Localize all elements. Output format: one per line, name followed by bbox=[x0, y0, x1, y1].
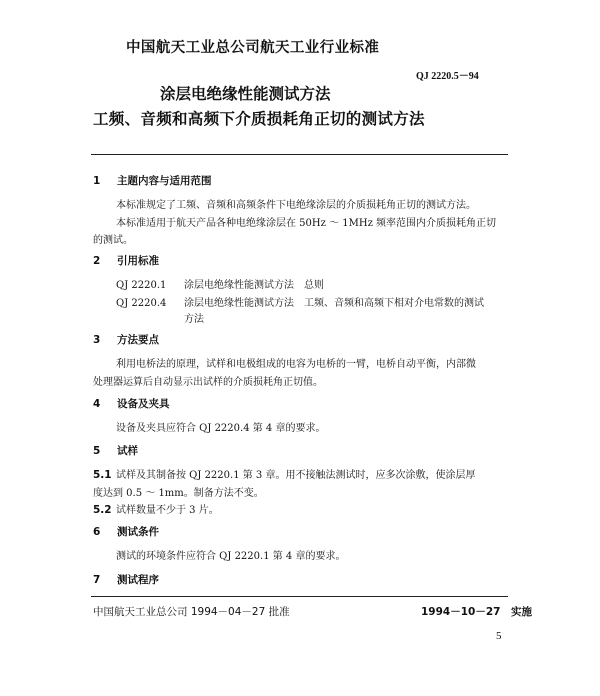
approval-date: 中国航天工业总公司 1994－04－27 批准 bbox=[93, 606, 290, 618]
section-title: 试样 bbox=[117, 445, 138, 457]
reference-code: QJ 2220.1 bbox=[116, 280, 167, 291]
page-number: 5 bbox=[496, 630, 502, 642]
section-4-heading bbox=[93, 396, 170, 411]
standard-number: QJ 2220.5－94 bbox=[416, 71, 479, 82]
section-number: 7 bbox=[93, 574, 101, 586]
reference-code: QJ 2220.4 bbox=[116, 298, 167, 309]
section-1-heading bbox=[93, 173, 212, 188]
document-title-line2: 工频、音频和高频下介质损耗角正切的测试方法 bbox=[93, 110, 425, 128]
section-number: 4 bbox=[93, 398, 101, 410]
reference-title: 涂层电绝缘性能测试方法 工频、音频和高频下相对介电常数的测试 bbox=[184, 298, 484, 309]
footer-divider bbox=[91, 596, 508, 597]
section-3-paragraph-cont: 处理器运算后自动显示出试样的介质损耗角正切值。 bbox=[93, 377, 323, 388]
reference-item bbox=[116, 276, 324, 291]
reference-title-cont: 方法 bbox=[184, 314, 204, 325]
section-5-heading bbox=[93, 443, 138, 458]
reference-title: 涂层电绝缘性能测试方法 总则 bbox=[184, 280, 324, 291]
section-number: 3 bbox=[93, 334, 101, 346]
section-title: 测试程序 bbox=[117, 574, 159, 586]
document-title-line1: 涂层电绝缘性能测试方法 bbox=[160, 85, 331, 103]
clause-number: 5.1 bbox=[93, 469, 112, 481]
section-1-paragraph-cont: 的测试。 bbox=[93, 235, 133, 246]
issuing-organization: 中国航天工业总公司航天工业行业标准 bbox=[126, 40, 380, 56]
section-6-heading bbox=[93, 524, 159, 539]
section-1-paragraph: 本标准适用于航天产品各种电绝缘涂层在 50Hz ～ 1MHz 频率范围内介质损耗角正切 bbox=[116, 218, 497, 229]
clause-5-1 bbox=[93, 466, 475, 481]
clause-text: 试样及其制备按 QJ 2220.1 第 3 章。用不接触法测试时，应多次涂敷，使涂层厚 bbox=[116, 470, 476, 481]
section-3-paragraph: 利用电桥法的原理，试样和电极组成的电容为电桥的一臂，电桥自动平衡，内部微 bbox=[116, 359, 476, 370]
clause-text: 试样数量不少于 3 片。 bbox=[116, 505, 219, 516]
implementation-date: 1994－10－27 实施 bbox=[421, 606, 532, 618]
section-title: 设备及夹具 bbox=[117, 398, 170, 410]
section-number: 6 bbox=[93, 526, 101, 538]
section-1-paragraph: 本标准规定了工频、音频和高频条件下电绝缘涂层的介质损耗角正切的测试方法。 bbox=[116, 200, 476, 211]
reference-item bbox=[116, 294, 484, 309]
section-number: 5 bbox=[93, 445, 101, 457]
section-6-paragraph: 测试的环境条件应符合 QJ 2220.1 第 4 章的要求。 bbox=[116, 551, 346, 562]
section-title: 测试条件 bbox=[117, 526, 159, 538]
section-number: 1 bbox=[93, 175, 101, 187]
section-4-paragraph: 设备及夹具应符合 QJ 2220.4 第 4 章的要求。 bbox=[116, 423, 326, 434]
title-divider bbox=[91, 154, 508, 155]
section-7-heading bbox=[93, 572, 159, 587]
section-title: 引用标准 bbox=[117, 255, 159, 267]
section-number: 2 bbox=[93, 255, 101, 267]
section-2-heading bbox=[93, 253, 159, 268]
section-title: 主题内容与适用范围 bbox=[117, 175, 212, 187]
clause-number: 5.2 bbox=[93, 504, 112, 516]
clause-5-1-cont: 度达到 0.5 ～ 1mm。制备方法不变。 bbox=[93, 488, 264, 499]
section-3-heading bbox=[93, 332, 159, 347]
clause-5-2 bbox=[93, 501, 219, 516]
section-title: 方法要点 bbox=[117, 334, 159, 346]
